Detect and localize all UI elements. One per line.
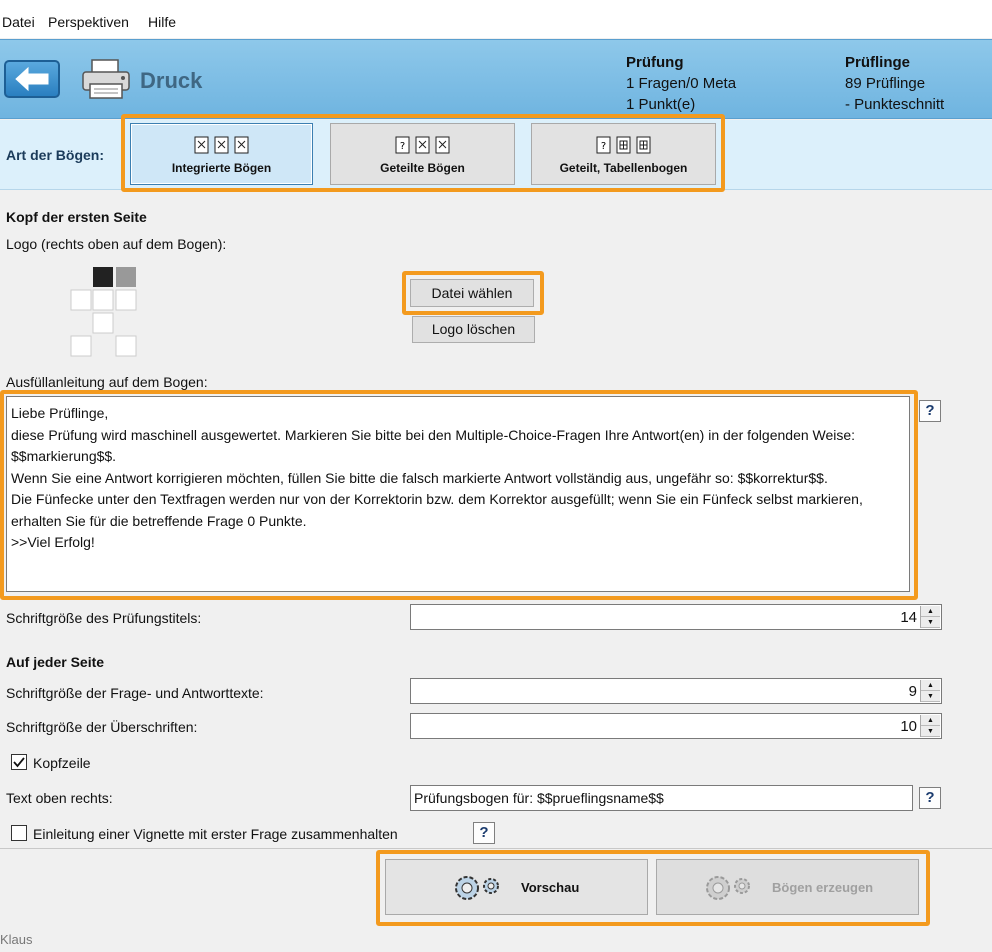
- gears-icon: [451, 872, 507, 904]
- tab-split-sheets[interactable]: [330, 123, 515, 185]
- generate-sheets-label: Bögen erzeugen: [772, 880, 874, 895]
- back-button[interactable]: [4, 60, 60, 98]
- exam-info: [626, 52, 736, 115]
- split-sheets-label: Geteilte Bögen: [380, 161, 465, 175]
- spinner-down-icon[interactable]: ▼: [921, 617, 940, 628]
- svg-text:?: ?: [600, 141, 606, 152]
- heading-size-arrows[interactable]: [920, 715, 940, 737]
- heading-size-label: Schriftgröße der Überschriften:: [6, 719, 198, 735]
- footer-user: Klaus: [0, 932, 33, 947]
- qa-size-spinner[interactable]: [410, 678, 942, 704]
- menu-datei[interactable]: Datei: [2, 14, 35, 30]
- integrated-sheets-label: Integrierte Bögen: [171, 161, 272, 175]
- qa-size-label: Schriftgröße der Frage- und Antworttexte:: [6, 685, 264, 701]
- vignette-checkbox[interactable]: [11, 825, 27, 841]
- menu-perspektiven[interactable]: Perspektiven: [48, 14, 129, 30]
- qa-size-arrows[interactable]: [920, 680, 940, 702]
- participants-score: - Punkteschnitt: [845, 96, 945, 113]
- title-size-arrows[interactable]: [920, 606, 940, 628]
- top-right-text-input[interactable]: Prüfungsbogen für: $$prueflingsname$$: [410, 785, 913, 811]
- preview-button[interactable]: [385, 859, 648, 915]
- checkmark-icon: [12, 755, 26, 769]
- sheet-type-bar: [0, 120, 992, 190]
- title-size-label: Schriftgröße des Prüfungstitels:: [6, 610, 202, 626]
- tab-split-table-sheet[interactable]: [531, 123, 716, 185]
- qa-size-value: 9: [908, 683, 917, 700]
- vignette-label[interactable]: Einleitung einer Vignette mit erster Frage zusammenhalten: [33, 826, 398, 842]
- participants-heading: Prüflinge: [845, 54, 911, 71]
- heading-size-spinner[interactable]: [410, 713, 942, 739]
- menu-bar: [0, 0, 992, 38]
- split-table-sheet-label: Geteilt, Tabellenbogen: [559, 161, 688, 175]
- title-size-spinner[interactable]: [410, 604, 942, 630]
- tab-integrated-sheets[interactable]: [130, 123, 313, 185]
- every-page-heading: Auf jeder Seite: [6, 654, 105, 670]
- sheet-type-label: Art der Bögen:: [6, 147, 104, 163]
- generate-sheets-button[interactable]: [656, 859, 919, 915]
- heading-size-value: 10: [900, 718, 917, 735]
- split-sheets-icon: [331, 136, 514, 154]
- spinner-up-icon[interactable]: ▲: [921, 715, 940, 726]
- header-line-label[interactable]: Kopfzeile: [33, 755, 91, 771]
- delete-logo-button[interactable]: Logo löschen: [412, 316, 535, 343]
- top-right-help-button[interactable]: ?: [919, 787, 941, 809]
- vignette-help-button[interactable]: ?: [473, 822, 495, 844]
- instructions-label: Ausfüllanleitung auf dem Bogen:: [6, 374, 208, 390]
- gears-icon: [702, 872, 758, 904]
- divider: [0, 848, 992, 849]
- integrated-sheets-icon: [131, 136, 312, 154]
- top-right-text-label: Text oben rechts:: [6, 790, 113, 806]
- page-title: Druck: [140, 68, 203, 93]
- first-page-heading: Kopf der ersten Seite: [6, 209, 147, 225]
- spinner-down-icon[interactable]: ▼: [921, 691, 940, 702]
- menu-hilfe[interactable]: Hilfe: [148, 14, 177, 30]
- choose-file-button[interactable]: Datei wählen: [410, 279, 534, 307]
- title-size-value: 14: [900, 609, 917, 626]
- exam-points: 1 Punkt(e): [626, 96, 696, 113]
- arrow-left-icon: [6, 62, 58, 96]
- split-table-sheet-icon: [532, 136, 715, 154]
- participants-count: 89 Prüflinge: [845, 75, 926, 92]
- header-bar: [0, 39, 992, 119]
- participants-info: [845, 52, 944, 115]
- exam-questions: 1 Fragen/0 Meta: [626, 75, 737, 92]
- logo-image: [70, 266, 142, 358]
- printer-icon: [80, 58, 132, 100]
- header-line-checkbox[interactable]: [11, 754, 27, 770]
- instructions-help-button[interactable]: ?: [919, 400, 941, 422]
- spinner-down-icon[interactable]: ▼: [921, 726, 940, 737]
- logo-label: Logo (rechts oben auf dem Bogen):: [6, 236, 227, 252]
- svg-text:?: ?: [399, 141, 405, 152]
- instructions-textarea[interactable]: Liebe Prüflinge, diese Prüfung wird maschinell ausgewertet. Markieren Sie bitte bei den Multiple-Choice-Fragen Ihre Antwort(en) in der folgenden Weise: $$markierung$$. Wenn Sie eine Antwort korrigieren möchten, füllen Sie bitte die falsch markierte Antwort vollständig aus, ungefähr so: $$korrektur$$. Die Fünfecke unter den Textfragen werden nur von der Korrektorin bzw. dem Korrektor ausgefüllt; wenn Sie ein Fünfeck selbst markieren, erhalten Sie für die betreffende Frage 0 Punkte. >>Viel Erfolg!: [6, 396, 910, 592]
- spinner-up-icon[interactable]: ▲: [921, 680, 940, 691]
- spinner-up-icon[interactable]: ▲: [921, 606, 940, 617]
- preview-label: Vorschau: [521, 880, 580, 895]
- exam-heading: Prüfung: [626, 54, 684, 71]
